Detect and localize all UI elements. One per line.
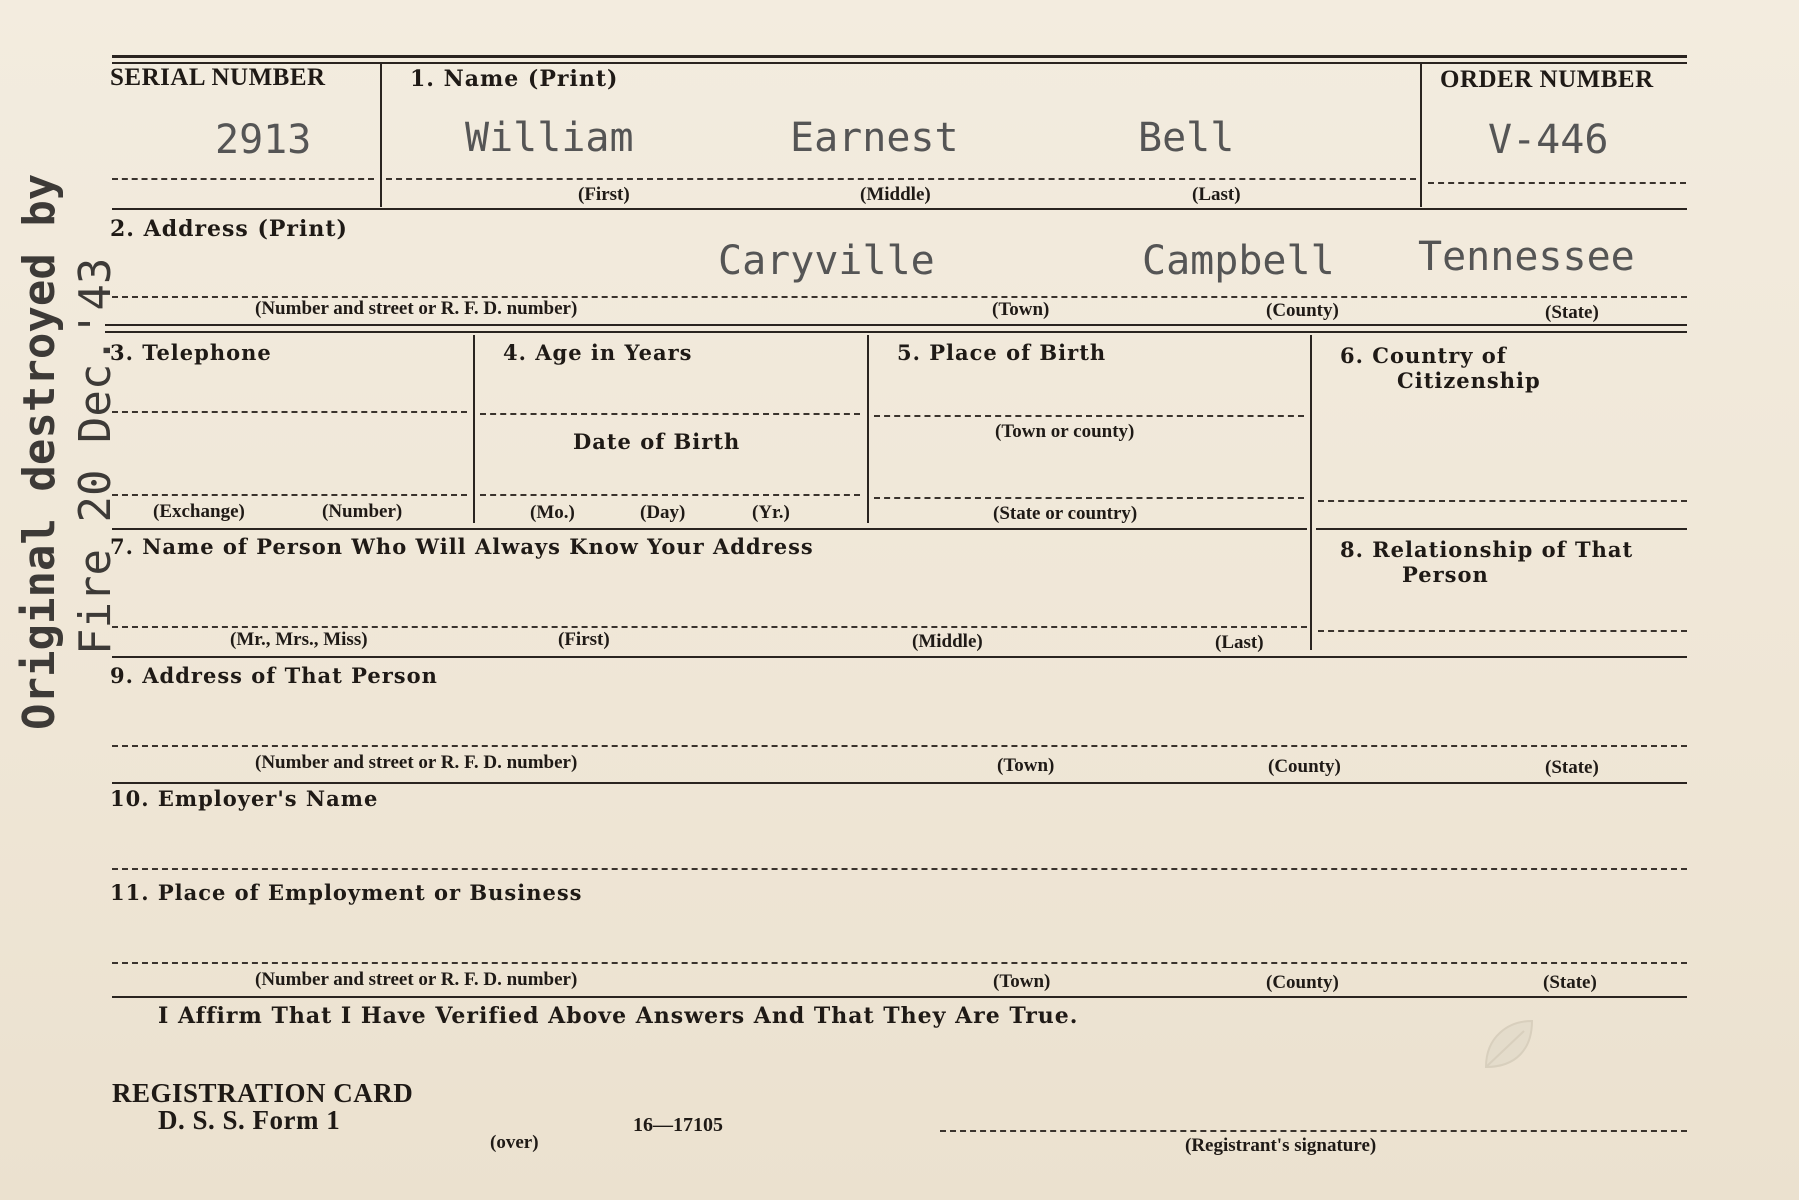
row3-bottom [112,528,1307,530]
row7-bottom [112,656,1687,658]
top-border [112,55,1687,58]
month-caption: (Mo.) [530,502,575,523]
address-street-caption: (Number and street or R. F. D. number) [255,298,578,319]
contact-last-caption: (Last) [1215,632,1264,653]
address-town-caption: (Town) [992,299,1050,320]
employment-state-caption: (State) [1543,972,1597,993]
employment-street-caption: (Number and street or R. F. D. number) [255,969,578,990]
leaf-watermark-icon [1478,1015,1538,1075]
divider-citizenship [1310,335,1312,650]
citizenship-label-2: Citizenship [1397,368,1541,393]
employment-place-label: 11. Place of Employment or Business [110,880,583,905]
telephone-underline-2 [112,494,467,496]
last-caption: (Last) [1192,184,1241,205]
contact-state-caption: (State) [1545,757,1599,778]
address-label: 2. Address (Print) [110,216,348,242]
employer-underline [112,868,1687,870]
contact-person-label: 7. Name of Person Who Will Always Know Your Address [110,534,814,559]
row9-bottom [112,782,1687,784]
first-caption: (First) [578,184,630,205]
dob-underline [480,494,860,496]
order-number-label: ORDER NUMBER [1440,66,1654,93]
row1-bottom [112,208,1687,210]
employer-name-label: 10. Employer's Name [110,786,379,811]
address-county-caption: (County) [1266,300,1339,321]
name-underline [386,178,1416,180]
employment-town-caption: (Town) [993,971,1051,992]
address-state-caption: (State) [1545,302,1599,323]
signature-caption: (Registrant's signature) [1185,1135,1377,1156]
year-caption: (Yr.) [752,502,790,523]
date-of-birth-label: Date of Birth [573,429,741,454]
serial-number-value: 2913 [215,117,312,163]
relationship-underline [1318,630,1687,632]
row3-bottom-right [1316,528,1687,530]
first-name-value: William [465,115,634,161]
contact-middle-caption: (Middle) [912,631,983,652]
citizenship-label-1: 6. Country of [1340,343,1507,368]
registration-card-title: REGISTRATION CARD [112,1078,414,1108]
number-caption: (Number) [322,501,403,522]
affirmation-statement: I Affirm That I Have Verified Above Answers And That They Are True. [158,1003,1079,1029]
divider-serial [380,62,382,207]
form-number: D. S. S. Form 1 [158,1105,341,1135]
row2-bottom-inner [105,331,1687,333]
contact-town-caption: (Town) [997,755,1055,776]
contact-county-caption: (County) [1268,756,1341,777]
name-label: 1. Name (Print) [410,66,619,92]
order-underline [1428,182,1686,184]
contact-street-caption: (Number and street or R. F. D. number) [255,752,578,773]
pob-underline-1 [874,415,1304,417]
order-number-value: V-446 [1488,117,1609,163]
telephone-underline-1 [112,411,467,413]
state-or-country-caption: (State or country) [993,503,1138,524]
town-or-county-caption: (Town or county) [995,421,1135,442]
divider-pob [867,335,869,523]
employment-underline [112,962,1687,964]
exchange-caption: (Exchange) [153,501,245,522]
address-county-value: Campbell [1142,238,1335,284]
middle-caption: (Middle) [860,184,931,205]
middle-name-value: Earnest [790,115,959,161]
telephone-label: 3. Telephone [110,340,272,365]
age-underline [480,413,860,415]
address-town-value: Caryville [718,238,935,284]
relationship-label-1: 8. Relationship of That [1340,537,1634,562]
contact-underline [112,626,1307,628]
citizenship-underline [1318,500,1687,502]
over-caption: (over) [490,1132,539,1153]
destroyed-stamp-line1: Original destroyed by [14,173,65,730]
day-caption: (Day) [640,502,686,523]
contact-address-label: 9. Address of That Person [110,663,438,688]
row2-bottom [105,324,1687,326]
title-caption: (Mr., Mrs., Miss) [230,629,368,650]
contact-first-caption: (First) [558,629,610,650]
row11-bottom [112,996,1687,998]
last-name-value: Bell [1138,115,1235,161]
pob-underline-2 [874,497,1304,499]
age-label: 4. Age in Years [503,340,693,365]
top-border-inner [112,62,1687,64]
destroyed-stamp-line2: Fire 20 Dec.'43 [70,257,121,655]
divider-age [473,335,475,523]
employment-county-caption: (County) [1266,972,1339,993]
signature-line [940,1130,1687,1132]
contact-address-underline [112,745,1687,747]
place-of-birth-label: 5. Place of Birth [897,340,1107,365]
serial-number-label: SERIAL NUMBER [110,64,326,91]
print-code: 16—17105 [633,1114,723,1136]
relationship-label-2: Person [1402,562,1489,587]
serial-underline [112,178,374,180]
address-state-value: Tennessee [1418,234,1635,280]
divider-order [1420,62,1422,207]
